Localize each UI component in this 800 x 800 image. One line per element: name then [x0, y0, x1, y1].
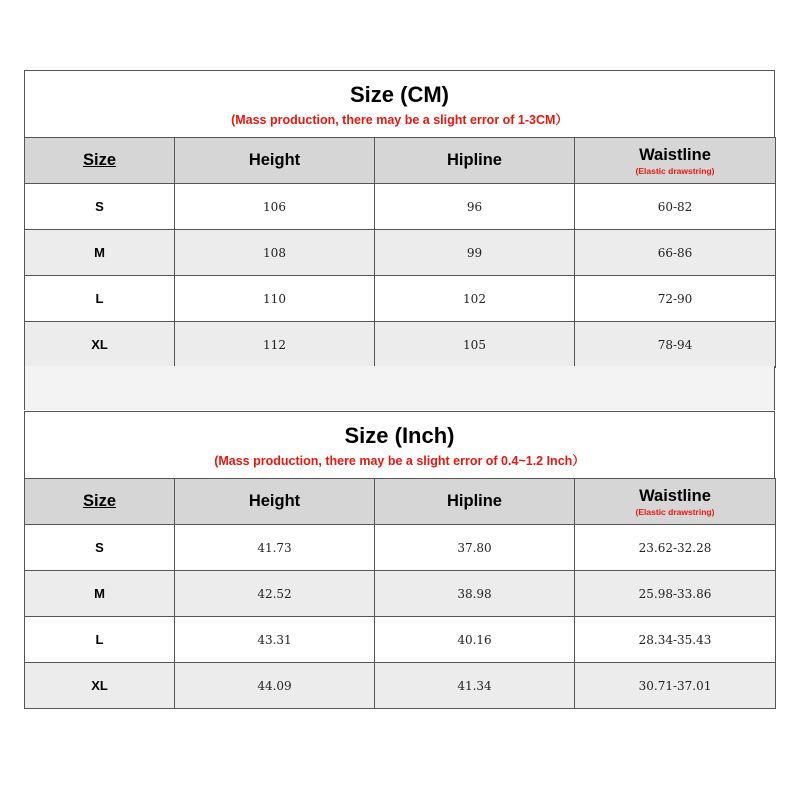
- table-row: [25, 571, 776, 617]
- size-cell: M: [25, 571, 175, 617]
- inch-header-row: [25, 479, 776, 525]
- table-row: [25, 230, 776, 276]
- waistline-cell: 30.71-37.01: [575, 663, 776, 709]
- waistline-note: (Elastic drawstring): [635, 165, 715, 176]
- spacer-band: [24, 366, 775, 410]
- cm-size-chart: [24, 70, 775, 368]
- hipline-cell: 102: [375, 276, 575, 322]
- inch-title-box: [24, 411, 775, 478]
- table-row: [25, 322, 776, 368]
- cm-header-row: [25, 138, 776, 184]
- hipline-cell: 99: [375, 230, 575, 276]
- header-height: Height: [175, 479, 375, 525]
- hipline-cell: 41.34: [375, 663, 575, 709]
- inch-size-table: [24, 478, 776, 709]
- header-height: Height: [175, 138, 375, 184]
- waistline-cell: 23.62-32.28: [575, 525, 776, 571]
- height-cell: 44.09: [175, 663, 375, 709]
- size-cell: L: [25, 276, 175, 322]
- hipline-cell: 37.80: [375, 525, 575, 571]
- height-cell: 41.73: [175, 525, 375, 571]
- size-cell: S: [25, 525, 175, 571]
- inch-chart-title: Size (Inch): [344, 423, 455, 448]
- waistline-cell: 28.34-35.43: [575, 617, 776, 663]
- table-row: [25, 276, 776, 322]
- size-cell: XL: [25, 322, 175, 368]
- header-size: Size: [25, 479, 175, 525]
- cm-chart-title: Size (CM): [350, 82, 449, 107]
- height-cell: 42.52: [175, 571, 375, 617]
- header-hipline: Hipline: [375, 479, 575, 525]
- height-cell: 110: [175, 276, 375, 322]
- waistline-note: (Elastic drawstring): [635, 506, 715, 517]
- header-hipline: Hipline: [375, 138, 575, 184]
- height-cell: 108: [175, 230, 375, 276]
- hipline-cell: 38.98: [375, 571, 575, 617]
- table-row: [25, 617, 776, 663]
- waistline-cell: 66-86: [575, 230, 776, 276]
- cm-chart-note: (Mass production, there may be a slight error of 1-3CM）: [231, 113, 568, 127]
- height-cell: 43.31: [175, 617, 375, 663]
- header-waistline: Waistline (Elastic drawstring): [575, 479, 776, 525]
- height-cell: 106: [175, 184, 375, 230]
- waistline-cell: 72-90: [575, 276, 776, 322]
- hipline-cell: 96: [375, 184, 575, 230]
- size-cell: XL: [25, 663, 175, 709]
- size-cell: M: [25, 230, 175, 276]
- size-cell: S: [25, 184, 175, 230]
- waistline-cell: 25.98-33.86: [575, 571, 776, 617]
- cm-title-box: [24, 70, 775, 137]
- hipline-cell: 40.16: [375, 617, 575, 663]
- size-cell: L: [25, 617, 175, 663]
- inch-chart-note: (Mass production, there may be a slight error of 0.4~1.2 Inch）: [214, 454, 585, 468]
- table-row: [25, 663, 776, 709]
- header-size: Size: [25, 138, 175, 184]
- header-waistline: Waistline (Elastic drawstring): [575, 138, 776, 184]
- waistline-cell: 78-94: [575, 322, 776, 368]
- waistline-cell: 60-82: [575, 184, 776, 230]
- table-row: [25, 525, 776, 571]
- inch-size-chart: [24, 411, 775, 709]
- cm-size-table: [24, 137, 776, 368]
- table-row: [25, 184, 776, 230]
- hipline-cell: 105: [375, 322, 575, 368]
- height-cell: 112: [175, 322, 375, 368]
